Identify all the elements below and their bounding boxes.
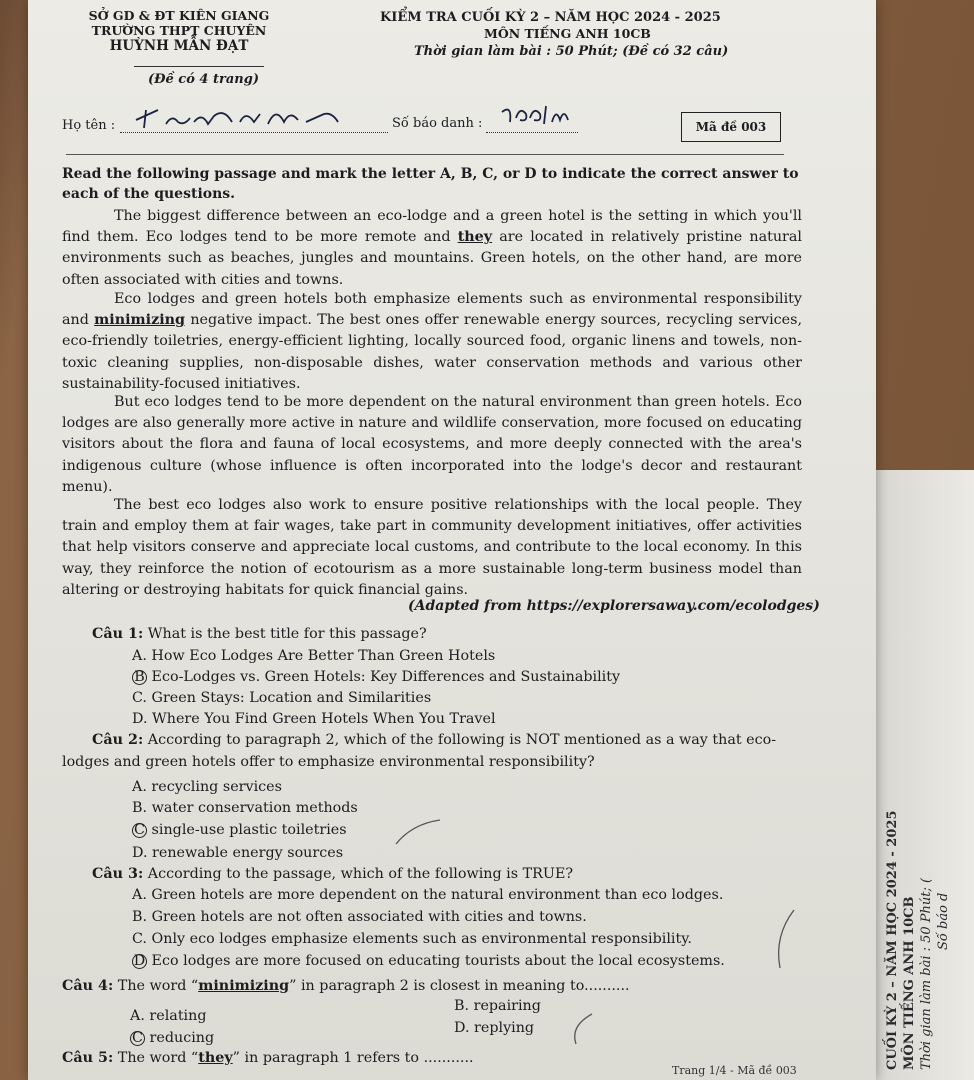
header-school-block xyxy=(84,8,274,54)
q1-option-c-letter: C. xyxy=(132,690,147,706)
q3-option-d[interactable] xyxy=(132,953,725,969)
q1-option-c[interactable] xyxy=(132,690,431,706)
q2-option-d-text: renewable energy sources xyxy=(152,845,344,861)
p1-keyword-they: they xyxy=(457,229,493,246)
pages-note: (Đề có 4 trang) xyxy=(148,72,259,87)
q3-option-c-text: Only eco lodges emphasize elements such as environmental responsibility. xyxy=(151,931,692,947)
question-4-label: Câu 4: xyxy=(62,978,114,994)
p2-text-after: negative impact. The best ones offer renewable energy sources, recycling services, eco-friendly toiletries, energy-efficient lighting, locally sourced food, organic linens and towels, non-toxic cleaning supplies, non-disposable dishes, water conservation methods and various other sustainability-focused initiatives. xyxy=(62,312,802,392)
q3-option-c-letter: C. xyxy=(132,931,147,947)
q2-option-c-text: single-use plastic toiletries xyxy=(151,822,347,838)
q3-option-b-text: Green hotels are not often associated with cities and towns. xyxy=(151,909,587,925)
p3-text: But eco lodges tend to be more dependent on the natural environment than green hotels. Eco lodges are also generally more active in nature and wildlife conservation, more focused on educating visitors about the flora and fauna of local ecosystems, and more deeply connected with the area's indigenous culture (whose influence is often incorporated into the lodge's decor and restaurant menu). xyxy=(62,394,802,495)
passage-paragraph-3 xyxy=(62,392,802,498)
passage-paragraph-1 xyxy=(62,206,802,291)
q1-option-a-letter: A. xyxy=(132,648,147,664)
question-1-text: What is the best title for this passage? xyxy=(147,626,427,642)
question-5-text-after: ” in paragraph 1 refers to ........... xyxy=(232,1050,474,1066)
exam-paper xyxy=(28,0,876,1080)
question-2 xyxy=(92,732,776,748)
question-5-keyword: they xyxy=(198,1050,233,1066)
q2-option-b[interactable] xyxy=(132,800,358,816)
q2-option-d[interactable] xyxy=(132,845,343,861)
question-2-text-line2: lodges and green hotels offer to emphasize environmental responsibility? xyxy=(62,754,595,770)
q1-option-a-text: How Eco Lodges Are Better Than Green Hotels xyxy=(151,648,496,664)
handwritten-name xyxy=(128,100,348,132)
question-4 xyxy=(62,978,630,994)
header-rule xyxy=(66,154,784,155)
exam-subject: MÔN TIẾNG ANH 10CB xyxy=(484,26,651,41)
q4-option-b[interactable] xyxy=(454,998,541,1014)
q1-option-b[interactable] xyxy=(132,669,620,685)
pencil-mark-q4 xyxy=(564,1010,604,1046)
side-line-3: Thời gian làm bài : 50 Phút; ( xyxy=(919,877,934,1070)
question-4-text-before: The word “ xyxy=(117,978,199,994)
q3-option-c[interactable] xyxy=(132,931,692,947)
question-3-text: According to the passage, which of the following is TRUE? xyxy=(147,866,574,882)
q4-option-a-text: relating xyxy=(149,1008,207,1024)
pencil-bracket-mark xyxy=(764,906,814,972)
question-1 xyxy=(92,626,427,642)
q1-option-c-text: Green Stays: Location and Similarities xyxy=(151,690,432,706)
side-line-2: MÔN TIẾNG ANH 10CB xyxy=(902,896,917,1070)
q3-option-d-circle: D xyxy=(133,953,146,969)
pencil-tick-mark xyxy=(392,816,452,848)
passage-paragraph-4 xyxy=(62,495,802,601)
q3-option-a-letter: A. xyxy=(132,887,147,903)
q1-option-a[interactable] xyxy=(132,648,495,664)
q4-option-c-circle: C xyxy=(130,1031,145,1046)
instructions: Read the following passage and mark the letter A, B, C, or D to indicate the correct answer to each of the questions. xyxy=(62,166,799,202)
q2-option-a[interactable] xyxy=(132,779,282,795)
q2-option-c-circle: C xyxy=(132,823,147,838)
q2-option-b-text: water conservation methods xyxy=(151,800,358,816)
school-name-line2: HUỲNH MẪN ĐẠT xyxy=(109,38,249,54)
question-2-text-line1: According to paragraph 2, which of the following is NOT mentioned as a way that eco- xyxy=(147,732,777,748)
p1-text-after: are located in relatively pristine natural environments such as beaches, jungles and mountains. Green hotels, on the other hand, are more often associated with cities and towns. xyxy=(62,229,802,288)
question-5-label: Câu 5: xyxy=(62,1050,114,1066)
exam-code-box: Mã đề 003 xyxy=(681,112,781,142)
q4-option-d-text: replying xyxy=(474,1020,535,1036)
department-name: SỞ GD & ĐT KIÊN GIANG xyxy=(88,8,270,23)
q2-option-b-letter: B. xyxy=(132,800,148,816)
question-3 xyxy=(92,866,573,882)
question-5-text-before: The word “ xyxy=(117,1050,199,1066)
q1-option-d[interactable] xyxy=(132,711,496,727)
question-5 xyxy=(62,1050,474,1066)
id-label: Số báo danh : xyxy=(392,116,483,131)
q3-option-d-text: Eco lodges are more focused on educating tourists about the local ecosystems. xyxy=(151,953,725,969)
exam-duration: Thời gian làm bài : 50 Phút; (Đề có 32 câu) xyxy=(414,44,729,59)
q4-option-c[interactable] xyxy=(130,1030,214,1046)
passage-source: (Adapted from https://explorersaway.com/ecolodges) xyxy=(408,598,820,614)
q1-option-d-letter: D. xyxy=(132,711,148,727)
q4-option-a-letter: A. xyxy=(130,1008,145,1024)
q1-option-b-circle: B xyxy=(132,670,147,685)
page-footer: Trang 1/4 - Mã đề 003 xyxy=(672,1064,797,1077)
q4-option-c-text: reducing xyxy=(149,1030,215,1046)
q1-option-b-text: Eco-Lodges vs. Green Hotels: Key Differences and Sustainability xyxy=(151,669,621,685)
p2-text-before: Eco lodges and green hotels both emphasize elements such as environmental responsibility and xyxy=(62,291,802,329)
school-name-line1: TRƯỜNG THPT CHUYÊN xyxy=(91,23,267,38)
question-4-keyword: minimizing xyxy=(198,978,290,994)
q2-option-d-letter: D. xyxy=(132,845,148,861)
name-label: Họ tên : xyxy=(62,118,116,133)
side-line-4: Số báo d xyxy=(936,892,951,950)
background-exam-sheet xyxy=(876,470,974,1080)
q3-option-b-letter: B. xyxy=(132,909,148,925)
exam-title: KIỂM TRA CUỐI KỲ 2 – NĂM HỌC 2024 - 2025 xyxy=(380,10,721,25)
question-2-label: Câu 2: xyxy=(92,732,144,748)
q4-option-b-text: repairing xyxy=(473,998,541,1014)
handwritten-id xyxy=(498,98,578,128)
p2-keyword-minimizing: minimizing xyxy=(94,312,186,329)
q4-option-a[interactable] xyxy=(130,1008,207,1024)
q4-option-d[interactable] xyxy=(454,1020,534,1036)
passage-paragraph-2 xyxy=(62,289,802,395)
background-sheet-text xyxy=(884,470,952,1070)
q3-option-b[interactable] xyxy=(132,909,587,925)
question-3-label: Câu 3: xyxy=(92,866,144,882)
q3-option-a-text: Green hotels are more dependent on the natural environment than eco lodges. xyxy=(151,887,724,903)
q4-option-d-letter: D. xyxy=(454,1020,470,1036)
question-1-label: Câu 1: xyxy=(92,626,144,642)
q3-option-a[interactable] xyxy=(132,887,723,903)
p1-text-before: The biggest difference between an eco-lodge and a green hotel is the setting in which you'll find them. Eco lodges tend to be more remote and xyxy=(62,208,802,246)
p4-text: The best eco lodges also work to ensure positive relationships with the local people. They train and employ them at fair wages, take part in community development initiatives, offer activities that help visitors conserve and appreciate local customs, and contribute to the local economy. In this way, they reinforce the notion of ecotourism as a more sustainable long-term business model than altering or destroying habitats for quick financial gains. xyxy=(62,497,802,598)
q4-option-b-letter: B. xyxy=(454,998,470,1014)
q1-option-d-text: Where You Find Green Hotels When You Travel xyxy=(152,711,496,727)
q2-option-c[interactable] xyxy=(132,822,347,838)
question-4-text-after: ” in paragraph 2 is closest in meaning to.......... xyxy=(289,978,630,994)
header-divider xyxy=(134,66,264,67)
q2-option-a-text: recycling services xyxy=(151,779,282,795)
side-line-1: CUỐI KỲ 2 – NĂM HỌC 2024 - 2025 xyxy=(885,810,900,1070)
q2-option-a-letter: A. xyxy=(132,779,147,795)
